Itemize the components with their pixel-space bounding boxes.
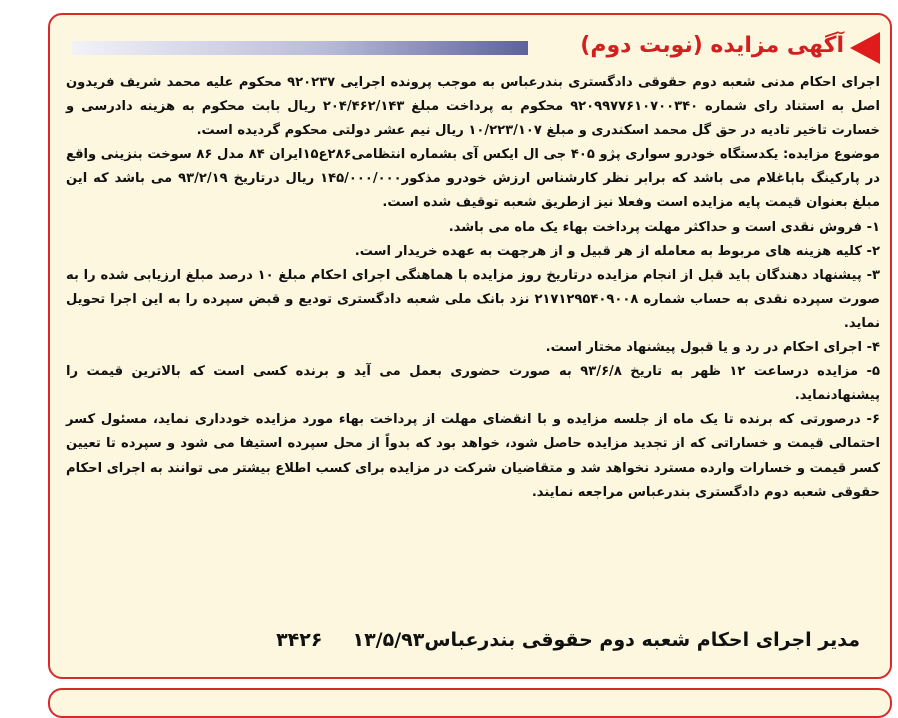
auction-notice [48, 13, 892, 679]
intro-paragraph: اجرای احکام مدنی شعبه دوم حقوقی دادگستری بندرعباس به موجب پرونده اجرایی ۹۲۰۲۳۷ محکوم علیه محمد شریف فریدون اصل به استناد رای شماره ۹۲۰۹۹۷۷۶۱۰۷۰۰۳۴۰ محکوم به پرداخت مبلغ ۲۰۴/۴۶۲/۱۴۳ ریال بابت محکوم به هزینه دادرسی و خسارت تاخیر تادیه در حق گل محمد اسکندری و مبلغ ۱۰/۲۲۳/۱۰۷ ریال نیم عشر دولتی محکوم گردیده است. [66, 75, 880, 139]
condition-3: ۳- پیشنهاد دهندگان باید قبل از انجام مزایده درتاریخ روز مزایده با هماهنگی اجرای احکام مبلغ ۱۰ درصد مبلغ ارزیابی شده را به صورت سپرده نقدی به حساب شماره ۲۱۷۱۲۹۵۴۰۹۰۰۸ نزد بانک ملی شعبه دادگستری تودیع و قبض سپرده را به این اجرا تحویل نماید. [66, 267, 881, 331]
condition-6: ۶- درصورتی که برنده تا یک ماه از جلسه مزایده و با انقضای مهلت از پرداخت بهاء مورد مزایده خودداری نماید، مسئول کسر احتمالی قیمت و خساراتی که از تجدید مزایده حاصل شود، خواهد بود که بدواً از محل سپرده استیفا می شود و سپرده تا تعیین کسر قیمت و خسارات وارده مسترد نخواهد شد و متقاضیان شرکت در مزایده برای کسب اطلاع بیشتر می توانند به اجرای احکام حقوقی شعبه دوم دادگستری بندرعباس مراجعه نمایند. [66, 412, 880, 500]
signature-line: مدیر اجرای احکام شعبه دوم حقوقی بندرعباس [424, 629, 860, 651]
footer-date: ۱۳/۵/۹۳ [352, 629, 425, 651]
condition-4: ۴- اجرای احکام در رد و یا قبول پیشنهاد مختار است. [545, 340, 880, 356]
notice-title: آگهی مزایده (نوبت دوم) [580, 33, 844, 58]
notice-header [70, 33, 880, 67]
red-triangle-icon [850, 32, 880, 64]
condition-5: ۵- مزایده درساعت ۱۲ ظهر به تاریخ ۹۳/۶/۸ به صورت حضوری بعمل می آید و برنده کسی است که بالاترین قیمت را پیشنهادنماید. [66, 364, 880, 404]
notice-footer [276, 629, 860, 651]
next-notice-box [48, 688, 892, 718]
notice-code: ۳۴۲۶ [276, 629, 323, 651]
title-gradient-bar [72, 41, 528, 55]
notice-body [66, 71, 880, 505]
auction-subject-paragraph: موضوع مزایده: یکدستگاه خودرو سواری پژو ۴۰۵ جی ال ایکس آی بشماره انتظامی۲۸۶ع۱۵ایران ۸۴ مدل ۸۶ سوخت بنزینی واقع در پارکینگ باباغلام می باشد که برابر نظر کارشناس ارزش خودرو مذکور۱۴۵/۰۰۰/۰۰۰ ریال درتاریخ ۹۳/۲/۱۹ می باشد که این مبلغ بعنوان قیمت پایه مزایده است وفعلا نیز ازطریق شعبه توقیف شده است. [66, 147, 880, 211]
condition-2: ۲- کلیه هزینه های مربوط به معامله از هر قبیل و از هرجهت به عهده خریدار است. [354, 243, 880, 259]
condition-1: ۱- فروش نقدی است و حداکثر مهلت پرداخت بهاء یک ماه می باشد. [448, 219, 880, 235]
